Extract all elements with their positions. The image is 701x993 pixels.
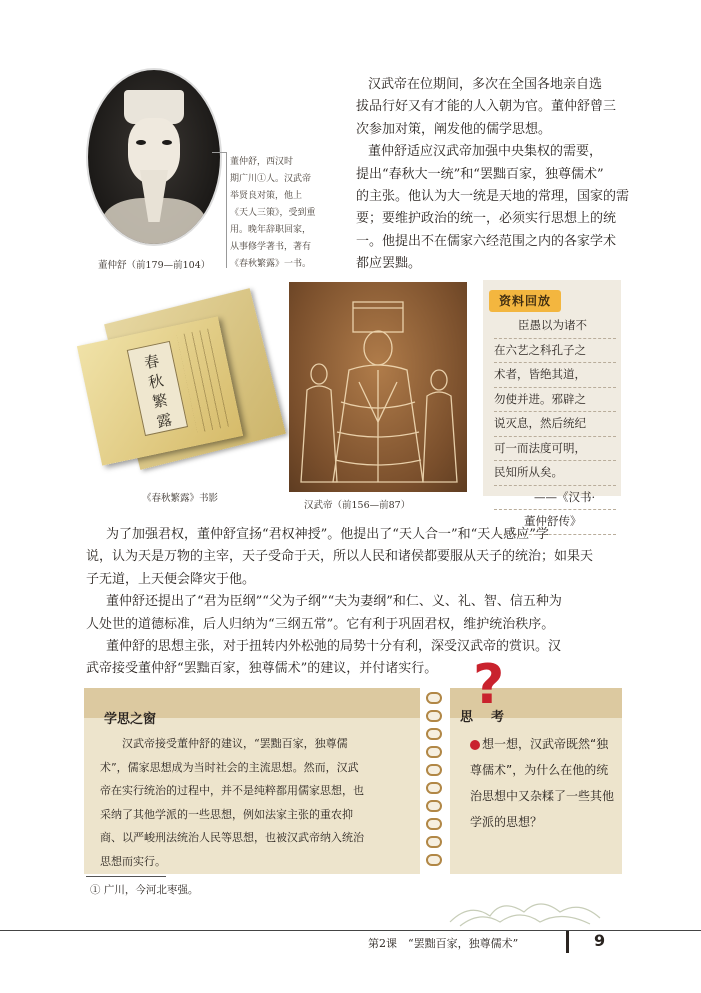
portrait-eye-right (162, 140, 172, 145)
bio-line: 《春秋繁露》一书。 (230, 259, 312, 269)
think-line-first (470, 731, 620, 757)
intro-line: 汉武帝在位期间，多次在全国各地亲自选 (368, 77, 603, 92)
think-line: 学派的思想？ (470, 815, 543, 829)
intro-line: 的主张。他认为大一统是天地的常理，国家的需 (356, 189, 630, 205)
binding-ring (426, 836, 442, 848)
body-line: 说，认为天是万物的主宰，天子受命于天，所以人民和诸侯都要服从天子的统治；如果天 (86, 549, 594, 565)
binding-ring (426, 710, 442, 722)
footnote-rule (86, 876, 166, 877)
intro-paragraph (356, 74, 630, 276)
footnote: ① 广川，今河北枣强。 (90, 884, 199, 896)
intro-line: 董仲舒适应汉武帝加强中央集权的需要， (368, 144, 603, 160)
bio-line: 《天人三策》，受到重 (230, 208, 316, 218)
quote-line: 民知所从矣。 (494, 461, 616, 486)
source-box-heading-tag (489, 290, 561, 312)
source-box-heading: 资料回放 (498, 294, 551, 308)
emperor-caption: 汉武帝（前156—前87） (304, 500, 411, 511)
bio-line: 董仲舒，西汉时 (230, 157, 294, 167)
quote-line: 术者，皆绝其道， (494, 363, 616, 388)
portrait-eye-left (136, 140, 146, 145)
spiral-binding (424, 692, 446, 872)
portrait-caption: 董仲舒（前179—前104） (98, 260, 211, 271)
body-line: 为了加强君权，董仲舒宣扬“君权神授”。他提出了“天人合一”和“天人感应”学 (106, 527, 549, 542)
study-line: 帝在实行统治的过程中，并不是纯粹都用儒家思想，也 (100, 784, 364, 798)
quote-line: 在六艺之科孔子之 (494, 339, 616, 364)
intro-line: 一。他提出不在儒家六经范围之内的各家学术 (356, 233, 617, 249)
intro-line: 要；要维护政治的统一，必须实行思想上的统 (356, 211, 617, 227)
bio-connector (212, 152, 226, 153)
body-paragraph (86, 524, 593, 681)
intro-line: 提出“春秋大一统”和“罢黜百家，独尊儒术” (356, 166, 604, 182)
book-title: 春秋繁露 (142, 351, 174, 432)
intro-line: 次参加对策，阐发他的儒学思想。 (356, 121, 552, 137)
book-title-label (127, 341, 188, 436)
cloud-ornament (440, 892, 620, 928)
bio-line: 举贤良对策，他上 (230, 191, 303, 201)
chunqiu-fanlu-book-photo (80, 298, 276, 466)
study-line: 商、以严峻刑法统治人民等思想，也被汉武帝纳入统治 (100, 831, 364, 845)
binding-ring (426, 746, 442, 758)
page-number: 9 (594, 931, 606, 950)
think-box-question (470, 731, 620, 835)
quote-line: ——《汉书· (494, 486, 616, 511)
quote-line: 可一而法度可明， (494, 437, 616, 462)
study-window-text (100, 732, 412, 874)
study-window-heading: 学思之窗 (104, 712, 157, 727)
think-line: 想一想，汉武帝既然“独 (482, 737, 609, 751)
think-box-heading: 思考 (460, 710, 523, 725)
emperor-wu-image (289, 282, 467, 492)
binding-ring (426, 800, 442, 812)
think-line: 治思想中又杂糅了一些其他 (470, 789, 615, 803)
binding-ring (426, 854, 442, 866)
biography-note (230, 154, 348, 273)
bio-line: 从事修学著书，著有 (230, 242, 312, 252)
binding-ring (426, 818, 442, 830)
bio-line: 用。晚年辞职回家， (230, 225, 312, 235)
bio-line: 期广川①人。汉武帝 (230, 174, 312, 184)
emperor-line-drawing (289, 282, 467, 492)
study-line: 汉武帝接受董仲舒的建议，“罢黜百家，独尊儒 (122, 737, 348, 750)
body-line: 武帝接受董仲舒“罢黜百家，独尊儒术”的建议，并付诸实行。 (86, 661, 438, 677)
intro-line: 拔品行好又有才能的人入朝为官。董仲舒曾三 (356, 99, 617, 115)
dong-zhongshu-portrait (88, 70, 220, 244)
quote-line: 说灭息，然后统纪 (494, 412, 616, 437)
source-box-quote (494, 314, 616, 535)
footer-lesson-title: 第2课 “罢黜百家，独尊儒术” (368, 937, 519, 950)
binding-ring (426, 782, 442, 794)
body-line: 人处世的道德标准，后人归纳为“三纲五常”。它有利于巩固君权，维护统治秩序。 (86, 616, 555, 632)
binding-ring (426, 692, 442, 704)
question-mark-icon: ? (473, 653, 505, 716)
study-line: 采纳了其他学派的一些思想，例如法家主张的重农抑 (100, 807, 353, 821)
quote-line: 臣愚以为诸不 (494, 314, 616, 339)
bullet-icon (470, 740, 480, 750)
book-caption: 《春秋繁露》书影 (142, 493, 219, 504)
body-line: 董仲舒的思想主张，对于扭转内外松弛的局势十分有利，深受汉武帝的赏识。汉 (106, 639, 562, 655)
think-line: 尊儒术”，为什么在他的统 (470, 763, 609, 777)
binding-ring (426, 764, 442, 776)
bio-rule (226, 152, 227, 268)
study-line: 思想而实行。 (100, 854, 166, 868)
binding-ring (426, 728, 442, 740)
body-line: 董仲舒还提出了“君为臣纲”“父为子纲”“夫为妻纲”和仁、义、礼、智、信五种为 (106, 594, 562, 610)
body-line: 子无道，上天便会降灾于他。 (86, 571, 256, 587)
quote-line: 勿使并进。邪辟之 (494, 388, 616, 413)
study-line: 术”，儒家思想成为当时社会的主流思想。然而，汉武 (100, 760, 359, 774)
footer-divider (566, 931, 569, 953)
intro-line: 都应罢黜。 (356, 256, 422, 272)
quote-line: 董仲舒传》 (494, 510, 616, 535)
